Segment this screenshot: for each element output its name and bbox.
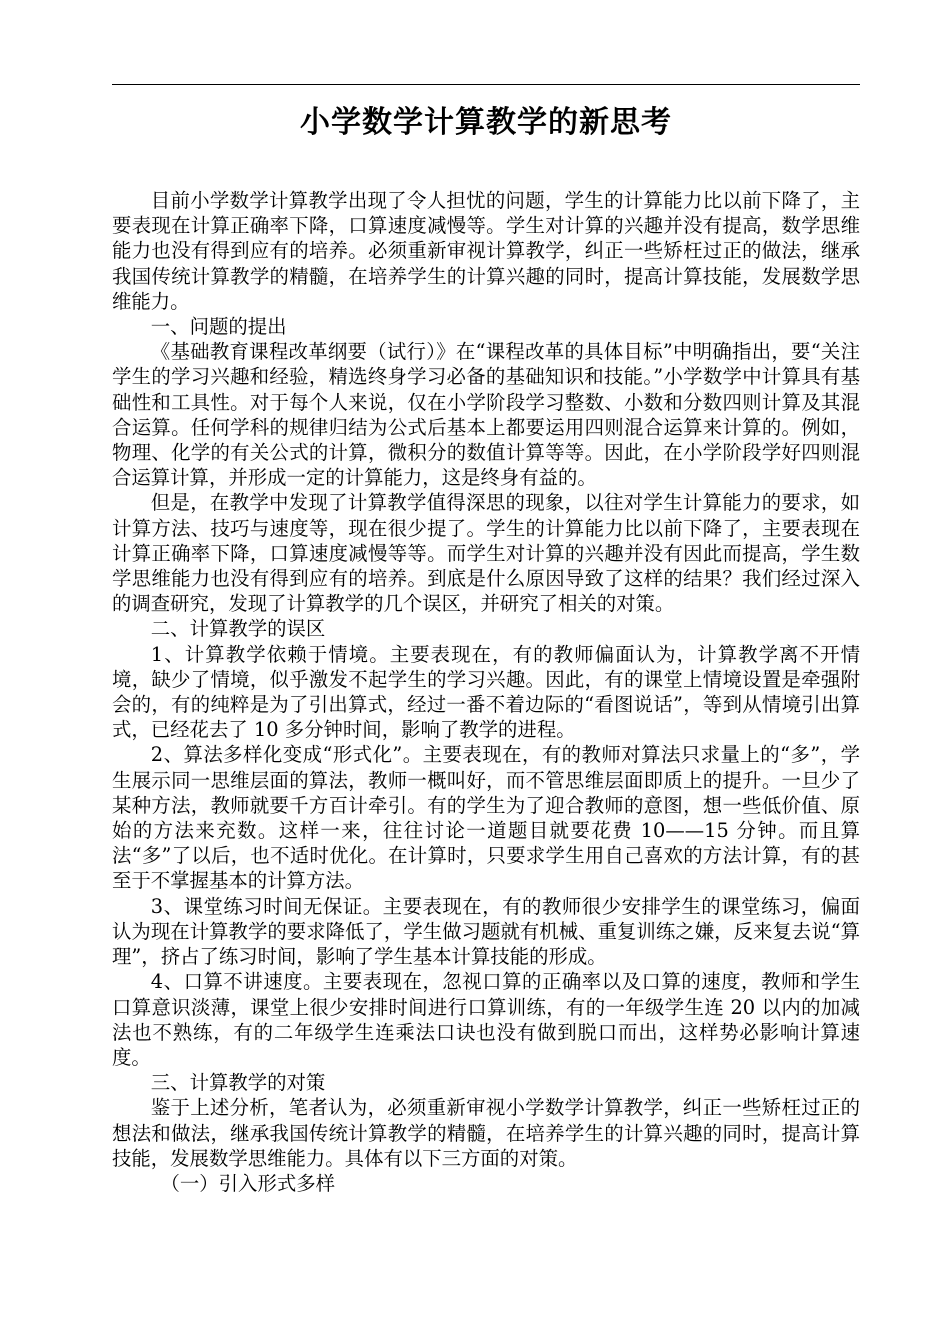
paragraph-intro: 目前小学数学计算教学出现了令人担忧的问题，学生的计算能力比以前下降了，主要表现在计算正确率下降，口算速度减慢等。学生对计算的兴趣并没有提高，数学思维能力也没有得到应有的培养。必须重新审视计算教学，纠正一些矫枉过正的做法，继承我国传统计算教学的精髓，在培养学生的计算兴趣的同时，提高计算技能，发展数学思维能力。 <box>112 189 860 313</box>
subsection-heading-3-1: （一）引入形式多样 <box>160 1171 336 1195</box>
section-heading-1: 一、问题的提出 <box>150 315 287 339</box>
paragraph-2-3: 3、课堂练习时间无保证。主要表现在，有的教师很少安排学生的课堂练习，偏面认为现在计算教学的要求降低了，学生做习题就有机械、重复训练之嫌，反来复去说“算理”，挤占了练习时间，影响了学生基本计算技能的形成。 <box>112 894 860 969</box>
paragraph-2-4: 4、口算不讲速度。主要表现在，忽视口算的正确率以及口算的速度，教师和学生口算意识淡薄，课堂上很少安排时间进行口算训练，有的一年级学生连 20 以内的加减法也不熟练，有的二年级学生连乘法口诀也没有做到脱口而出，这样势必影响计算速度。 <box>112 970 860 1069</box>
paragraph-2-1: 1、计算教学依赖于情境。主要表现在，有的教师偏面认为，计算教学离不开情境，缺少了情境，似乎激发不起学生的学习兴趣。因此，有的课堂上情境设置是牵强附会的，有的纯粹是为了引出算式，经过一番不着边际的“看图说话”，等到从情境引出算式，已经花去了 10 多分钟时间，影响了教学的进程。 <box>112 642 860 742</box>
section-heading-3: 三、计算教学的对策 <box>150 1071 326 1095</box>
paragraph-2-2: 2、算法多样化变成“形式化”。主要表现在，有的教师对算法只求量上的“多”，学生展示同一思维层面的算法，教师一概叫好，而不管思维层面即质上的提升。一旦少了某种方法，教师就要千方百计牵引。有的学生为了迎合教师的意图，想一些低价值、原始的方法来充数。这样一来，往往讨论一道题目就要花费 10——15 分钟。而且算法“多”了以后，也不适时优化。在计算时，只要求学生用自己喜欢的方法计算，有的甚至于不掌握基本的计算方法。 <box>112 743 860 893</box>
section-heading-2: 二、计算教学的误区 <box>150 617 326 641</box>
paragraph-1-1: 《基础教育课程改革纲要（试行）》在“课程改革的具体目标”中明确指出，要“关注学生的学习兴趣和经验，精选终身学习必备的基础知识和技能。”小学数学中计算具有基础性和工具性。对于每个人来说，仅在小学阶段学习整数、小数和分数四则计算及其混合运算。任何学科的规律归结为公式后基本上都要运用四则混合运算来计算的。例如，物理、化学的有关公式的计算，微积分的数值计算等等。因此，在小学阶段学好四则混合运算计算，并形成一定的计算能力，这是终身有益的。 <box>112 340 860 490</box>
document-body <box>112 188 860 1196</box>
header-rule <box>112 84 860 85</box>
paragraph-1-2: 但是，在教学中发现了计算教学值得深思的现象，以往对学生计算能力的要求，如计算方法、技巧与速度等，现在很少提了。学生的计算能力比以前下降了，主要表现在计算正确率下降，口算速度减慢等等。而学生对计算的兴趣并没有因此而提高，学生数学思维能力也没有得到应有的培养。到底是什么原因导致了这样的结果？我们经过深入的调查研究，发现了计算教学的几个误区，并研究了相关的对策。 <box>112 491 860 616</box>
document-title: 小学数学计算教学的新思考 <box>300 105 672 140</box>
document-page <box>112 84 860 1196</box>
paragraph-3-1: 鉴于上述分析，笔者认为，必须重新审视小学数学计算教学，纠正一些矫枉过正的想法和做法，继承我国传统计算教学的精髓，在培养学生的计算兴趣的同时，提高计算技能，发展数学思维能力。具体有以下三方面的对策。 <box>112 1096 860 1170</box>
